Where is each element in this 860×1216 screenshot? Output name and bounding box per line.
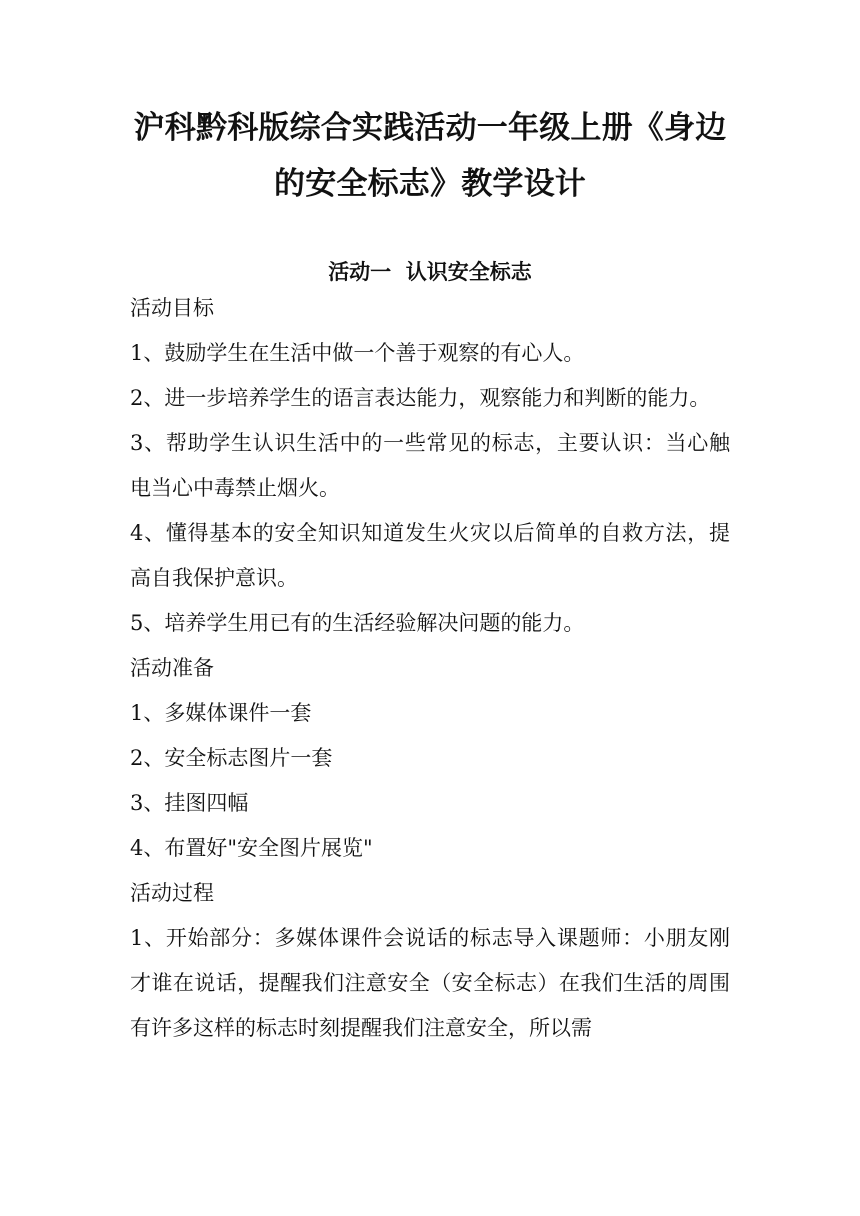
process-list [130, 916, 730, 1051]
activity-title: 活动一 认识安全标志 [328, 259, 532, 284]
process-item-1: 1、开始部分：多媒体课件会说话的标志导入课题师：小朋友刚才谁在说话，提醒我们注意安全（安全标志）在我们生活的周围有许多这样的标志时刻提醒我们注意安全，所以需 [130, 926, 730, 1040]
preparation-item-3: 3、挂图四幅 [130, 791, 249, 815]
preparation-item-4: 4、布置好"安全图片展览" [130, 836, 373, 860]
goal-item-1: 1、鼓励学生在生活中做一个善于观察的有心人。 [130, 341, 585, 365]
goal-item-4: 4、懂得基本的安全知识知道发生火灾以后简单的自救方法，提高自我保护意识。 [130, 521, 730, 590]
goals-section [130, 286, 730, 646]
goal-item-3: 3、帮助学生认识生活中的一些常见的标志，主要认识：当心触电当心中毒禁止烟火。 [130, 431, 730, 500]
goal-item-5: 5、培养学生用已有的生活经验解决问题的能力。 [130, 611, 585, 635]
goals-heading: 活动目标 [130, 296, 214, 320]
preparation-section [130, 646, 730, 871]
process-heading: 活动过程 [130, 881, 214, 905]
goals-list [130, 331, 730, 646]
preparation-list [130, 691, 730, 871]
preparation-item-2: 2、安全标志图片一套 [130, 746, 333, 770]
process-section [130, 871, 730, 1051]
preparation-heading: 活动准备 [130, 656, 214, 680]
preparation-item-1: 1、多媒体课件一套 [130, 701, 312, 725]
goal-item-2: 2、进一步培养学生的语言表达能力，观察能力和判断的能力。 [130, 386, 711, 410]
document-content [130, 100, 730, 1051]
document-title: 沪科黔科版综合实践活动一年级上册《身边的安全标志》教学设计 [133, 110, 727, 202]
